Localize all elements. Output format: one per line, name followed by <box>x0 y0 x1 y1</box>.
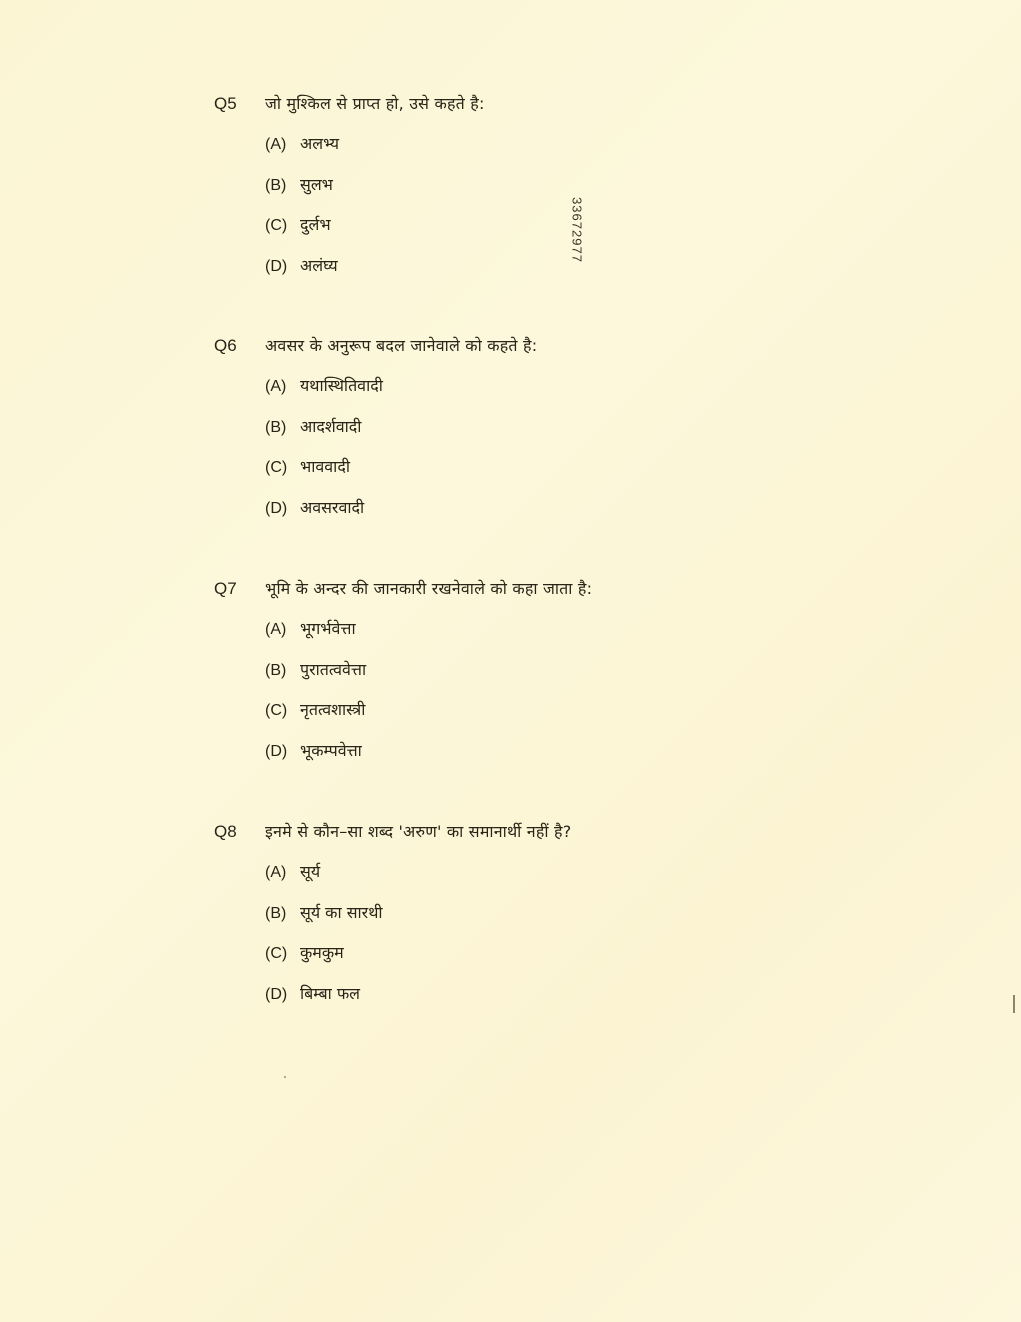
option-text: यथास्थितिवादी <box>300 376 383 395</box>
option-letter: (B) <box>265 176 287 194</box>
question-header <box>214 334 774 364</box>
question-text: जो मुश्किल से प्राप्त हो, उसे कहते है: <box>265 94 485 113</box>
option-letter: (C) <box>265 702 288 719</box>
option-letter: (A) <box>265 864 287 881</box>
question-q6 <box>214 334 774 536</box>
question-number: Q5 <box>214 94 237 113</box>
option-text: कुमकुम <box>300 943 344 962</box>
option-b[interactable] <box>265 173 774 214</box>
question-text: इनमे से कौन–सा शब्द 'अरुण' का समानार्थी नहीं है? <box>265 822 572 841</box>
option-letter: (C) <box>265 945 288 962</box>
option-b[interactable] <box>265 415 774 456</box>
option-text: भूकम्पवेत्ता <box>300 740 362 760</box>
scan-edge-mark <box>1013 995 1015 1013</box>
question-q8 <box>214 820 774 1022</box>
option-text: भाववादी <box>300 457 350 476</box>
scan-speck <box>284 1076 286 1078</box>
question-number: Q6 <box>214 336 237 355</box>
question-header <box>214 92 774 122</box>
option-letter: (D) <box>265 985 288 1003</box>
option-text: आदर्शवादी <box>300 416 362 436</box>
option-text: अवसरवादी <box>300 497 365 517</box>
option-a[interactable] <box>265 132 774 173</box>
option-c[interactable] <box>265 455 774 496</box>
stamp-code: 33672977 <box>569 197 585 263</box>
option-b[interactable] <box>265 901 774 942</box>
option-text: सूर्य <box>300 862 321 881</box>
option-letter: (B) <box>265 418 287 436</box>
question-text: अवसर के अनुरूप बदल जानेवाले को कहते है: <box>265 336 538 355</box>
option-letter: (A) <box>265 136 287 153</box>
option-letter: (D) <box>265 257 288 275</box>
option-d[interactable] <box>265 982 774 1023</box>
option-a[interactable] <box>265 617 774 658</box>
option-text: अलंघ्य <box>300 255 338 275</box>
question-q7 <box>214 577 774 779</box>
option-a[interactable] <box>265 374 774 415</box>
option-list <box>265 374 774 536</box>
option-letter: (C) <box>265 217 288 234</box>
question-number: Q7 <box>214 579 237 598</box>
option-c[interactable] <box>265 941 774 982</box>
option-letter: (D) <box>265 499 288 517</box>
option-c[interactable] <box>265 698 774 739</box>
option-list <box>265 860 774 1022</box>
option-text: अलभ्य <box>300 134 340 153</box>
option-letter: (D) <box>265 742 288 760</box>
option-text: सुलभ <box>300 174 333 194</box>
question-q5 <box>214 92 774 294</box>
option-text: नृतत्वशास्त्री <box>300 700 366 719</box>
option-list <box>265 132 774 294</box>
option-d[interactable] <box>265 496 774 537</box>
option-b[interactable] <box>265 658 774 699</box>
option-letter: (B) <box>265 904 287 922</box>
option-letter: (A) <box>265 621 287 638</box>
option-c[interactable] <box>265 213 774 254</box>
option-d[interactable] <box>265 739 774 780</box>
option-a[interactable] <box>265 860 774 901</box>
option-text: पुरातत्ववेत्ता <box>300 659 367 679</box>
option-list <box>265 617 774 779</box>
question-header <box>214 577 774 607</box>
option-text: बिम्बा फल <box>300 983 361 1003</box>
option-letter: (A) <box>265 378 287 395</box>
option-d[interactable] <box>265 254 774 295</box>
question-header <box>214 820 774 850</box>
option-text: दुर्लभ <box>300 215 331 234</box>
option-text: भूगर्भवेत्ता <box>300 619 356 638</box>
question-number: Q8 <box>214 822 237 841</box>
option-text: सूर्य का सारथी <box>300 902 383 922</box>
option-letter: (C) <box>265 459 288 476</box>
question-text: भूमि के अन्दर की जानकारी रखनेवाले को कहा जाता है: <box>265 579 593 598</box>
option-letter: (B) <box>265 661 287 679</box>
